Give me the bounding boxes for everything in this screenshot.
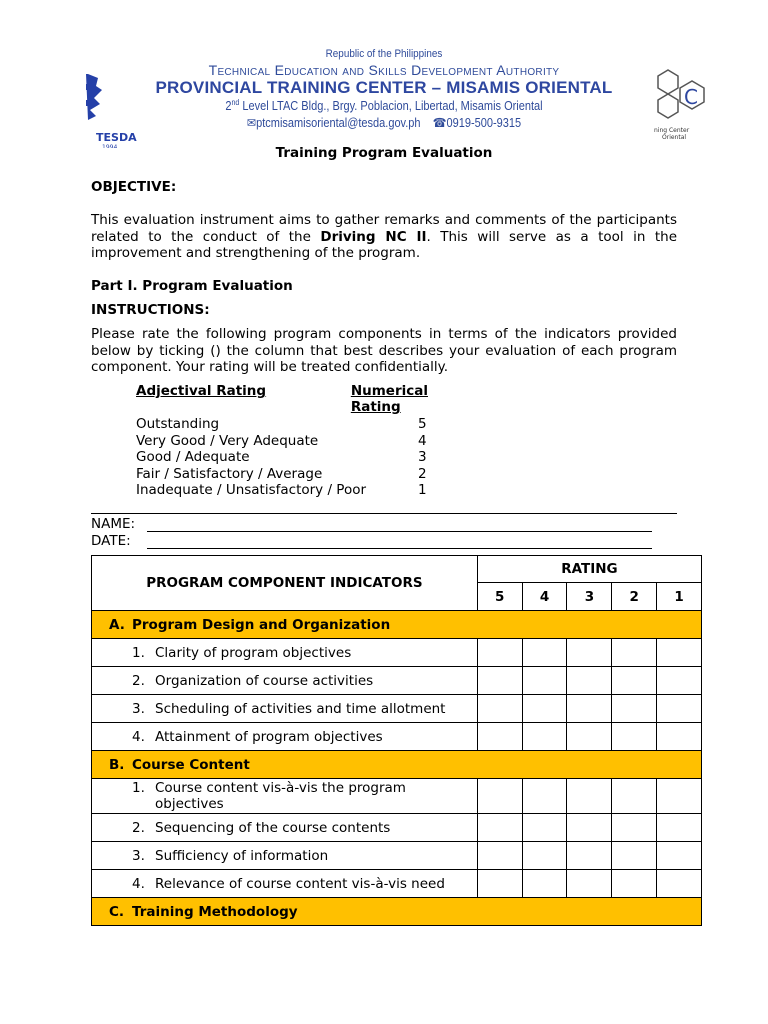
ptc-logo-icon xyxy=(650,64,710,144)
date-label: DATE: xyxy=(91,533,131,549)
table-row: 3. Sufficiency of information xyxy=(92,842,702,870)
rating-cell-3[interactable] xyxy=(567,814,612,842)
republic-line: Republic of the Philippines xyxy=(325,48,443,60)
rating-cell-3[interactable] xyxy=(567,639,612,667)
rating-cell-1[interactable] xyxy=(657,779,702,814)
table-row: 1. Clarity of program objectives xyxy=(92,639,702,667)
table-row: 4. Relevance of course content vis-à-vis need xyxy=(92,870,702,898)
separator-line xyxy=(91,513,677,514)
evaluation-table xyxy=(91,555,702,926)
rating-col-header: 2 xyxy=(612,583,657,611)
rating-cell-5[interactable] xyxy=(477,695,522,723)
email-icon: ✉ xyxy=(246,116,257,130)
section-row: C. Training Methodology xyxy=(92,898,702,926)
objective-heading: OBJECTIVE: xyxy=(91,179,177,195)
svg-text:TESDA: TESDA xyxy=(96,131,137,144)
rating-cell-1[interactable] xyxy=(657,814,702,842)
rating-header: RATING xyxy=(477,556,701,583)
legend-row: Outstanding 5 xyxy=(136,416,427,432)
date-field[interactable] xyxy=(91,533,652,549)
rating-cell-4[interactable] xyxy=(522,842,567,870)
center-name: PROVINCIAL TRAINING CENTER – MISAMIS ORIENTAL xyxy=(155,78,613,97)
rating-cell-3[interactable] xyxy=(567,723,612,751)
rating-cell-2[interactable] xyxy=(612,779,657,814)
rating-cell-4[interactable] xyxy=(522,639,567,667)
table-row: 1. Course content vis-à-vis the program objectives xyxy=(92,779,702,814)
rating-cell-2[interactable] xyxy=(612,639,657,667)
rating-cell-5[interactable] xyxy=(477,779,522,814)
rating-cell-3[interactable] xyxy=(567,870,612,898)
table-row: 3. Scheduling of activities and time allotment xyxy=(92,695,702,723)
section-row: A. Program Design and Organization xyxy=(92,611,702,639)
rating-cell-1[interactable] xyxy=(657,870,702,898)
rating-cell-3[interactable] xyxy=(567,842,612,870)
rating-cell-2[interactable] xyxy=(612,723,657,751)
document-title: Training Program Evaluation xyxy=(275,145,493,161)
part1-heading: Part I. Program Evaluation xyxy=(91,278,293,294)
address-line: 2nd Level LTAC Bldg., Brgy. Poblacion, Libertad, Misamis Oriental xyxy=(225,98,543,114)
legend-numerical-header: Numerical Rating xyxy=(350,383,428,415)
rating-col-header: 1 xyxy=(657,583,702,611)
contact-line xyxy=(46,115,722,130)
rating-legend xyxy=(136,383,476,499)
rating-cell-1[interactable] xyxy=(657,695,702,723)
svg-text:ning Center: ning Center xyxy=(654,127,690,134)
phone: 0919-500-9315 xyxy=(446,116,522,130)
rating-cell-4[interactable] xyxy=(522,779,567,814)
rating-col-header: 4 xyxy=(522,583,567,611)
svg-text:1994: 1994 xyxy=(102,144,118,148)
program-name: Driving NC II xyxy=(320,228,427,245)
section-title: Course Content xyxy=(132,756,250,773)
date-input-line[interactable] xyxy=(147,535,652,549)
rating-cell-2[interactable] xyxy=(612,870,657,898)
rating-cell-4[interactable] xyxy=(522,667,567,695)
rating-col-header: 5 xyxy=(477,583,522,611)
instructions-text: Please rate the following program components in terms of the indicators provided below by ticking () the column that best describes your evaluation of each program component. Your rating will be treated confidentially. xyxy=(91,326,677,375)
rating-cell-4[interactable] xyxy=(522,814,567,842)
section-title: Program Design and Organization xyxy=(132,616,391,633)
rating-cell-3[interactable] xyxy=(567,667,612,695)
email: ptcmisamisoriental@tesda.gov.ph xyxy=(256,116,421,130)
rating-cell-2[interactable] xyxy=(612,667,657,695)
svg-text:C: C xyxy=(684,85,698,109)
legend-row: Very Good / Very Adequate 4 xyxy=(136,432,427,449)
rating-cell-5[interactable] xyxy=(477,639,522,667)
rating-cell-3[interactable] xyxy=(567,779,612,814)
legend-row: Fair / Satisfactory / Average 2 xyxy=(136,465,427,482)
rating-cell-4[interactable] xyxy=(522,870,567,898)
svg-text:Oriental: Oriental xyxy=(662,134,687,141)
table-row: 4. Attainment of program objectives xyxy=(92,723,702,751)
rating-cell-5[interactable] xyxy=(477,870,522,898)
name-label: NAME: xyxy=(91,516,136,532)
rating-cell-5[interactable] xyxy=(477,723,522,751)
rating-cell-5[interactable] xyxy=(477,667,522,695)
section-title: Training Methodology xyxy=(132,903,298,920)
table-row: 2. Sequencing of the course contents xyxy=(92,814,702,842)
table-row: 2. Organization of course activities xyxy=(92,667,702,695)
rating-cell-5[interactable] xyxy=(477,842,522,870)
rating-cell-1[interactable] xyxy=(657,667,702,695)
indicators-header: PROGRAM COMPONENT INDICATORS xyxy=(92,556,478,611)
rating-cell-4[interactable] xyxy=(522,695,567,723)
phone-icon: ☎ xyxy=(432,116,447,130)
rating-cell-1[interactable] xyxy=(657,723,702,751)
rating-cell-1[interactable] xyxy=(657,842,702,870)
rating-cell-4[interactable] xyxy=(522,723,567,751)
name-field[interactable] xyxy=(91,516,652,532)
rating-cell-2[interactable] xyxy=(612,842,657,870)
instructions-heading: INSTRUCTIONS: xyxy=(91,302,210,318)
letterhead xyxy=(0,46,768,146)
legend-row: Inadequate / Unsatisfactory / Poor 1 xyxy=(136,482,427,498)
legend-adjectival-header: Adjectival Rating xyxy=(136,383,267,399)
section-row: B. Course Content xyxy=(92,751,702,779)
rating-cell-2[interactable] xyxy=(612,695,657,723)
rating-cell-3[interactable] xyxy=(567,695,612,723)
rating-cell-2[interactable] xyxy=(612,814,657,842)
objective-text: This evaluation instrument aims to gather remarks and comments of the participants related to the conduct of the Driving NC II. This will serve as a tool in the improvement and strengthening of the program. xyxy=(91,212,678,261)
authority-line: Technical Education and Skills Development Authority xyxy=(208,62,560,78)
name-input-line[interactable] xyxy=(147,518,652,532)
rating-cell-1[interactable] xyxy=(657,639,702,667)
legend-row: Good / Adequate 3 xyxy=(136,449,427,465)
rating-cell-5[interactable] xyxy=(477,814,522,842)
rating-col-header: 3 xyxy=(567,583,612,611)
